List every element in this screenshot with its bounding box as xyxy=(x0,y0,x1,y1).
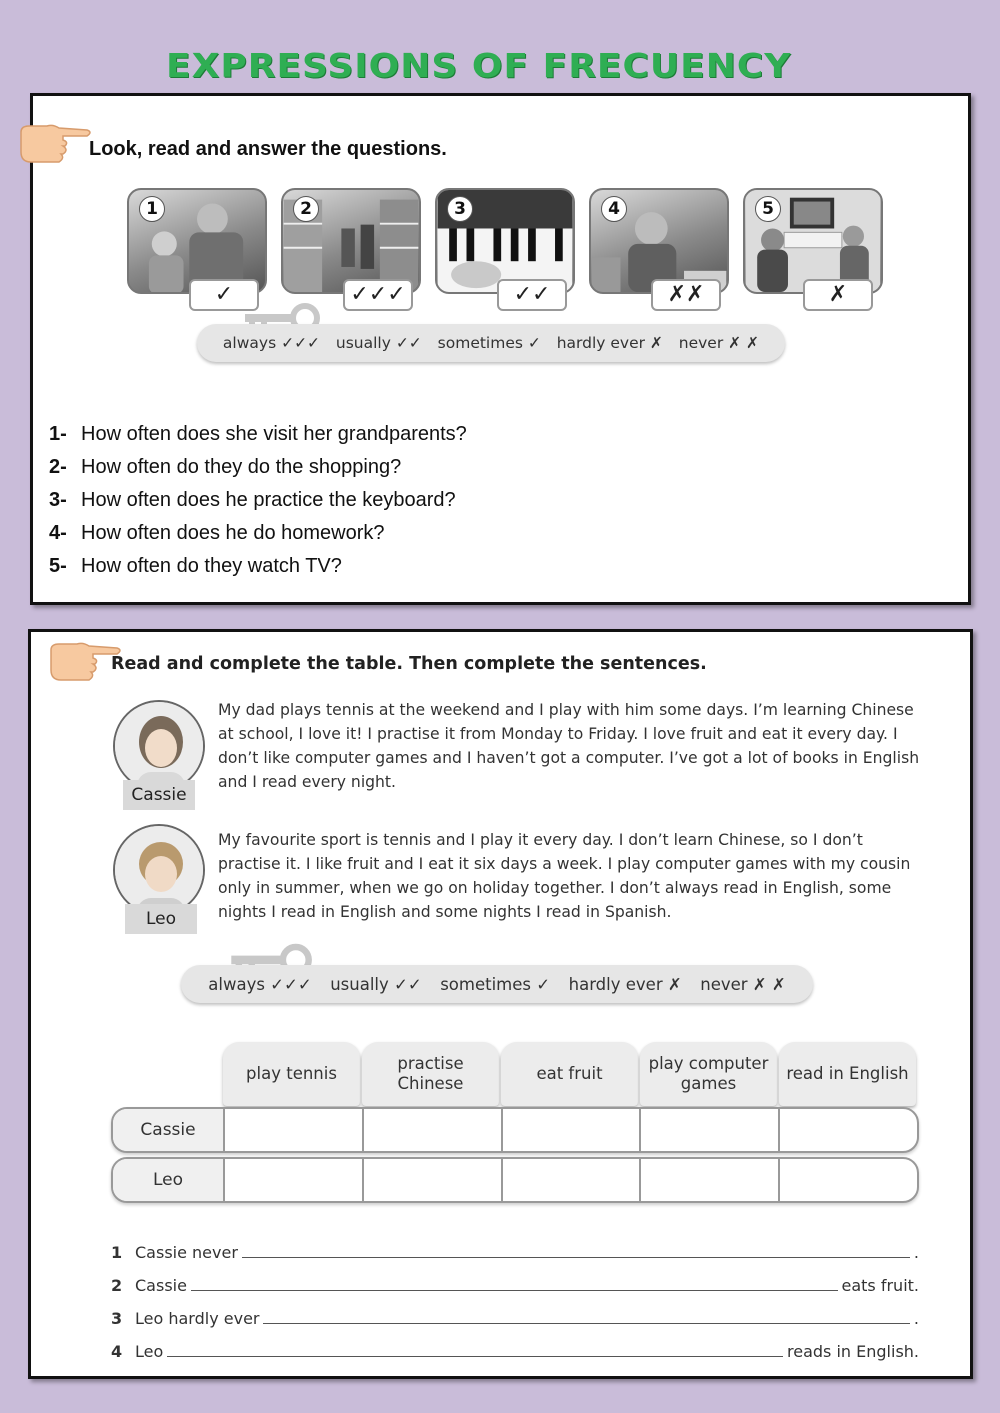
question: 2- How often do they do the shopping? xyxy=(49,456,402,478)
sentence-4: 4 Leo reads in English. xyxy=(111,1342,919,1361)
answer-cell[interactable] xyxy=(364,1109,503,1151)
answer-cell[interactable] xyxy=(780,1109,917,1151)
frequency-key xyxy=(197,324,785,362)
table-row-cassie xyxy=(111,1107,919,1153)
key-sometimes: sometimes ✓ xyxy=(440,974,551,994)
key-sometimes: sometimes ✓ xyxy=(437,334,541,352)
photo-number: 1 xyxy=(139,196,165,222)
photo-number: 5 xyxy=(755,196,781,222)
frequency-tick: ✗ xyxy=(803,279,873,311)
frequency-tick: ✓✓✓ xyxy=(343,279,413,311)
header-read-in-english: read in English xyxy=(779,1042,916,1106)
answer-line[interactable] xyxy=(263,1323,909,1324)
instruction-1: Look, read and answer the questions. xyxy=(89,138,447,160)
photo-number: 4 xyxy=(601,196,627,222)
avatar-cassie xyxy=(113,700,205,792)
exercise-panel-1 xyxy=(30,93,971,605)
photo-number: 3 xyxy=(447,196,473,222)
sentence-2: 2 Cassie eats fruit. xyxy=(111,1276,919,1295)
answer-cell[interactable] xyxy=(641,1109,780,1151)
header-play-computer-games: play computer games xyxy=(640,1042,777,1106)
key-hardly-ever: hardly ever ✗ xyxy=(556,334,663,352)
answer-line[interactable] xyxy=(167,1356,783,1357)
header-eat-fruit: eat fruit xyxy=(501,1042,638,1106)
key-usually: usually ✓✓ xyxy=(335,334,422,352)
sentence-3: 3 Leo hardly ever . xyxy=(111,1309,919,1328)
frequency-tick: ✗✗ xyxy=(651,279,721,311)
answer-cell[interactable] xyxy=(641,1159,780,1201)
table-row-leo xyxy=(111,1157,919,1203)
answer-line[interactable] xyxy=(191,1290,838,1291)
key-hardly-ever: hardly ever ✗ xyxy=(568,974,682,994)
answer-cell[interactable] xyxy=(503,1109,642,1151)
name-tag: Cassie xyxy=(123,780,195,810)
text-cassie: My dad plays tennis at the weekend and I play with him some days. I’m learning Chinese at school, I love it! I practise it from Monday to Friday. I love fruit and eat it every day. I don’t like computer games and I haven’t got a computer. I’ve got a lot of books in English and I read every night. xyxy=(218,701,920,791)
page-title: EXPRESSIONS OF FRECUENCY xyxy=(166,47,792,86)
answer-cell[interactable] xyxy=(225,1109,364,1151)
frequency-key xyxy=(181,965,813,1003)
key-never: never ✗ ✗ xyxy=(678,334,760,352)
key-always: always ✓✓✓ xyxy=(208,974,312,994)
text-leo: My favourite sport is tennis and I play it every day. I don’t learn Chinese, so I don’t practise it. I like fruit and I eat it six days a week. I play computer games with my cousin only in summer, when we go on holiday together. I don’t always read in English, some nights I read in English and some nights I read in Spanish. xyxy=(218,831,911,921)
answer-cell[interactable] xyxy=(225,1159,364,1201)
question: 4- How often does he do homework? xyxy=(49,522,385,544)
question: 5- How often do they watch TV? xyxy=(49,555,342,577)
instruction-2: Read and complete the table. Then complete the sentences. xyxy=(111,654,707,674)
exercise-panel-2 xyxy=(28,629,973,1379)
row-label: Cassie xyxy=(113,1109,225,1151)
frequency-tick: ✓✓ xyxy=(497,279,567,311)
frequency-tick: ✓ xyxy=(189,279,259,311)
pointing-hand-icon xyxy=(17,122,93,166)
sentence-1: 1 Cassie never . xyxy=(111,1243,919,1262)
key-never: never ✗ ✗ xyxy=(700,974,786,994)
header-play-tennis: play tennis xyxy=(223,1042,360,1106)
header-practise-chinese: practise Chinese xyxy=(362,1042,499,1106)
answer-cell[interactable] xyxy=(780,1159,917,1201)
answer-line[interactable] xyxy=(242,1257,910,1258)
name-tag: Leo xyxy=(125,904,197,934)
answer-cell[interactable] xyxy=(503,1159,642,1201)
answer-cell[interactable] xyxy=(364,1159,503,1201)
avatar-leo xyxy=(113,824,205,916)
key-always: always ✓✓✓ xyxy=(222,334,321,352)
photo-number: 2 xyxy=(293,196,319,222)
question-list xyxy=(49,418,467,583)
key-usually: usually ✓✓ xyxy=(330,974,422,994)
row-label: Leo xyxy=(113,1159,225,1201)
question: 1- How often does she visit her grandparents? xyxy=(49,423,467,445)
question: 3- How often does he practice the keyboard? xyxy=(49,489,456,511)
